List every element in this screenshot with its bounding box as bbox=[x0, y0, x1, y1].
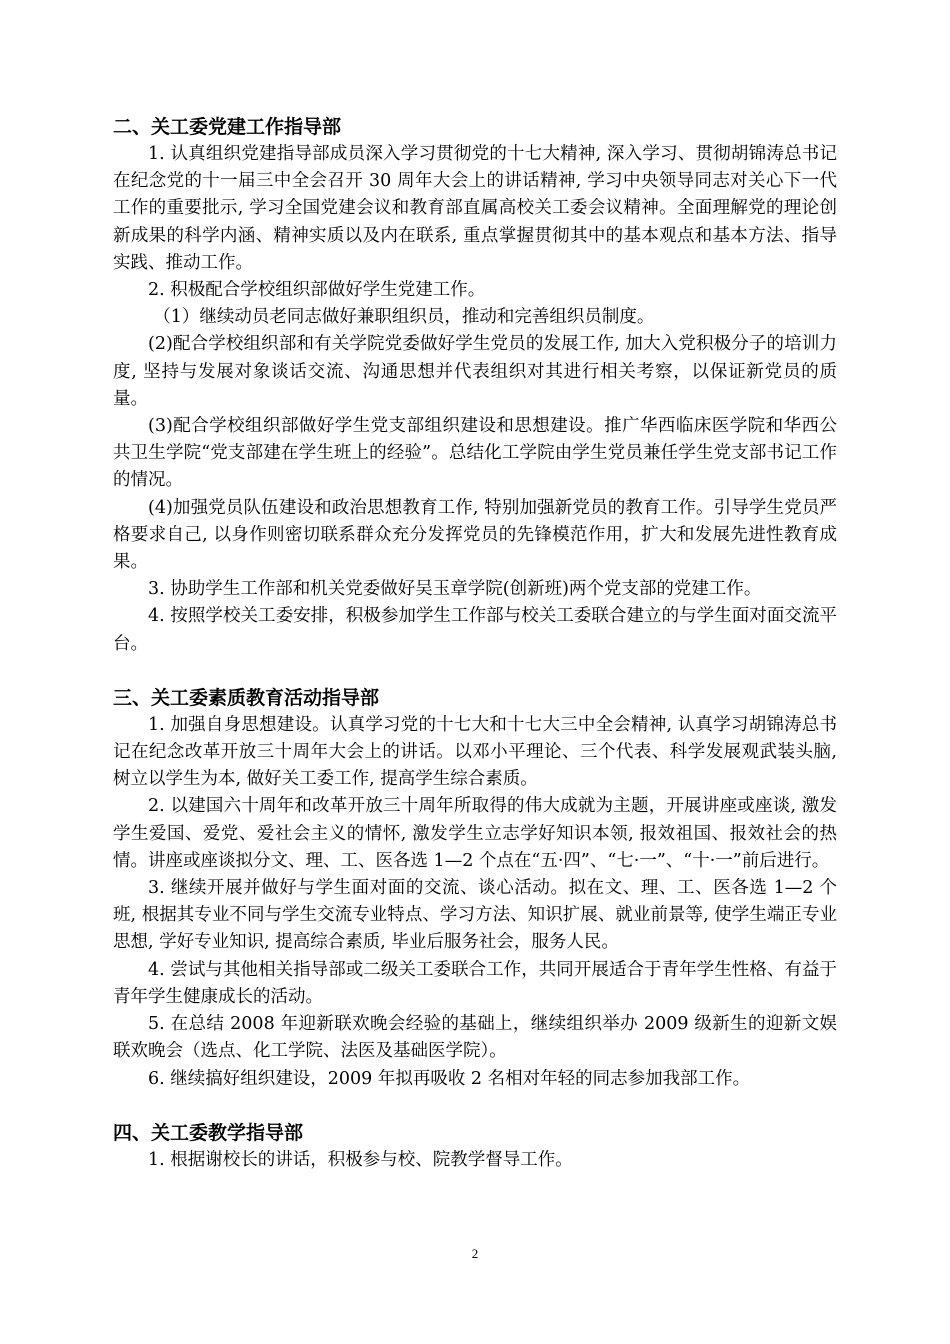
paragraph: 3. 继续开展并做好与学生面对面的交流、谈心活动。拟在文、理、工、医各选 1—2 个班, 根据其专业不同与学生交流专业特点、学习方法、知识扩展、就业前景等, 使学生端正专业思想, 学好专业知识, 提高综合素质, 毕业后服务社会，服务人民。 bbox=[113, 878, 837, 953]
paragraph: 5. 在总结 2008 年迎新联欢晚会经验的基础上，继续组织举办 2009 级新生的迎新文娱联欢晚会（选点、化工学院、法医及基础医学院）。 bbox=[113, 1014, 837, 1062]
paragraph: 3. 协助学生工作部和机关党委做好吴玉章学院(创新班)两个党支部的党建工作。 bbox=[148, 579, 762, 600]
section-heading: 二、关工委党建工作指导部 bbox=[113, 116, 342, 138]
paragraph: (3)配合学校组织部做好学生党支部组织建设和思想建设。推广华西临床医学院和华西公共卫生学院“党支部建在学生班上的经验”。总结化工学院由学生党员兼任学生党支部书记工作的情况。 bbox=[113, 416, 837, 491]
paragraph: 2. 积极配合学校组织部做好学生党建工作。 bbox=[148, 280, 486, 301]
paragraph: 4. 按照学校关工委安排，积极参加学生工作部与校关工委联合建立的与学生面对面交流平台。 bbox=[113, 606, 837, 654]
paragraph: 2. 以建国六十周年和改革开放三十周年所取得的伟大成就为主题，开展讲座或座谈, 激发学生爱国、爱党、爱社会主义的情怀, 激发学生立志学好知识本领, 报效祖国、报效社会的热情。讲座或座谈拟分文、理、工、医各选 1—2 个点在“五·四”、“七·一”、“十·一”前后进行。 bbox=[113, 796, 837, 871]
document-body bbox=[113, 114, 837, 1174]
paragraph: 4. 尝试与其他相关指导部或二级关工委联合工作，共同开展适合于青年学生性格、有益于青年学生健康成长的活动。 bbox=[113, 959, 837, 1007]
section-heading: 四、关工委教学指导部 bbox=[113, 1121, 304, 1144]
section-party-building bbox=[113, 114, 837, 658]
paragraph: 1. 认真组织党建指导部成员深入学习贯彻党的十七大精神, 深入学习、贯彻胡锦涛总书记在纪念党的十一届三中全会召开 30 周年大会上的讲话精神, 学习中央领导同志对关心下一代工作的重要批示, 学习全国党建会议和教育部直属高校关工委会议精神。全面理解党的理论创新成果的科学内涵、精神实质以及内在联系, 重点掌握贯彻其中的基本观点和基本方法、指导实践、推动工作。 bbox=[113, 144, 837, 273]
paragraph: 6. 继续搞好组织建设，2009 年拟再吸收 2 名相对年轻的同志参加我部工作。 bbox=[148, 1068, 751, 1089]
paragraph: 1. 加强自身思想建设。认真学习党的十七大和十七大三中全会精神, 认真学习胡锦涛总书记在纪念改革开放三十周年大会上的讲话。以邓小平理论、三个代表、科学发展观武装头脑, 树立以学生为本, 做好关工委工作, 提高学生综合素质。 bbox=[113, 714, 837, 790]
page-number: 2 bbox=[471, 1246, 479, 1261]
paragraph: (2)配合学校组织部和有关学院党委做好学生党员的发展工作, 加大入党积极分子的培训力度, 坚持与发展对象谈话交流、沟通思想并代表组织对其进行相关考察，以保证新党员的质量。 bbox=[113, 334, 837, 409]
paragraph: 1. 根据谢校长的讲话，积极参与校、院教学督导工作。 bbox=[148, 1149, 573, 1170]
section-heading: 三、关工委素质教育活动指导部 bbox=[113, 686, 380, 709]
section-teaching-guidance bbox=[113, 1120, 837, 1174]
section-quality-education bbox=[113, 685, 837, 1093]
paragraph: （1）继续动员老同志做好兼职组织员，推动和完善组织员制度。 bbox=[153, 307, 655, 328]
paragraph: (4)加强党员队伍建设和政治思想教育工作, 特别加强新党员的教育工作。引导学生党员严格要求自己, 以身作则密切联系群众充分发挥党员的先锋模范作用，扩大和发展先进性教育成果。 bbox=[113, 497, 837, 573]
